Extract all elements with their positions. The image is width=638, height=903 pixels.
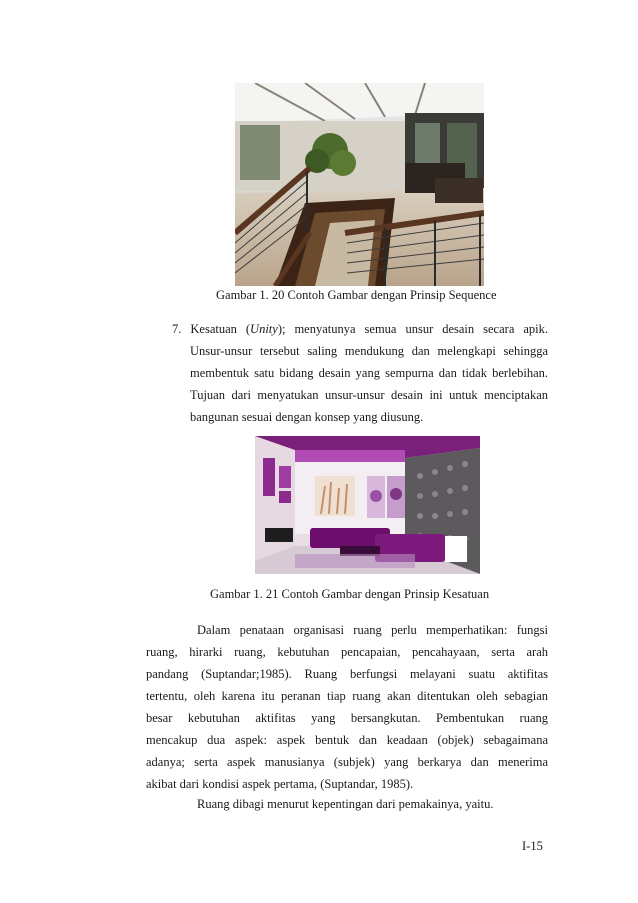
list-item-number: 7. xyxy=(172,322,182,336)
sequence-interior-illustration xyxy=(235,83,484,286)
text-line: Unsur-unsur tersebut saling mendukung dan melengkapi sehingga xyxy=(190,344,548,358)
text-line: akibat dari kondisi aspek pertama, (Suptandar, 1985). xyxy=(146,777,414,791)
figure-unity-image xyxy=(255,436,480,574)
text-line: besar kebutuhan aktifitas yang bersangkutan. Pembentukan ruang xyxy=(146,711,548,725)
body-paragraph xyxy=(146,619,548,795)
list-item-first-line xyxy=(172,318,548,340)
list-item-unity-body xyxy=(190,340,548,428)
list-item-title-suffix: ); menyatunya semua unsur desain secara apik. xyxy=(277,322,549,336)
text-line: Dalam penataan organisasi ruang perlu memperhatikan: fungsi xyxy=(197,623,548,637)
unity-interior-illustration xyxy=(255,436,480,574)
text-line: Tujuan dari menyatukan unsur-unsur desain ini untuk menciptakan xyxy=(190,388,548,402)
text-line: mencakup dua aspek: aspek bentuk dan keadaan (objek) sebagaimana xyxy=(146,733,548,747)
figure-sequence-image xyxy=(235,83,484,286)
figure-caption-sequence: Gambar 1. 20 Contoh Gambar dengan Prinsip Sequence xyxy=(216,288,497,302)
text-line: tertentu, oleh karena itu peranan tiap ruang akan ditentukan oleh sebagian xyxy=(146,689,548,703)
text-line: ruang, hirarki ruang, kebutuhan pencapaian, pencahayaan, serta arah xyxy=(146,645,548,659)
figure-caption-unity: Gambar 1. 21 Contoh Gambar dengan Prinsip Kesatuan xyxy=(210,587,490,601)
text-line: membentuk satu bidang desain yang sempurna dan tidak berlebihan. xyxy=(190,366,548,380)
list-item-unity xyxy=(172,318,548,340)
text-line: adanya; serta aspek manusianya (subjek) yang berkarya dan menerima xyxy=(146,755,548,769)
text-line: bangunan sesuai dengan konsep yang diusung. xyxy=(190,410,424,424)
body-paragraph-short: Ruang dibagi menurut kepentingan dari pemakainya, yaitu. xyxy=(197,797,494,811)
page-number: I-15 xyxy=(522,839,543,853)
list-item-title-italic: Unity xyxy=(250,322,278,336)
text-line: pandang (Suptandar;1985). Ruang berfungsi melayani suatu aktifitas xyxy=(146,667,548,681)
list-item-title-prefix: Kesatuan ( xyxy=(190,322,251,336)
